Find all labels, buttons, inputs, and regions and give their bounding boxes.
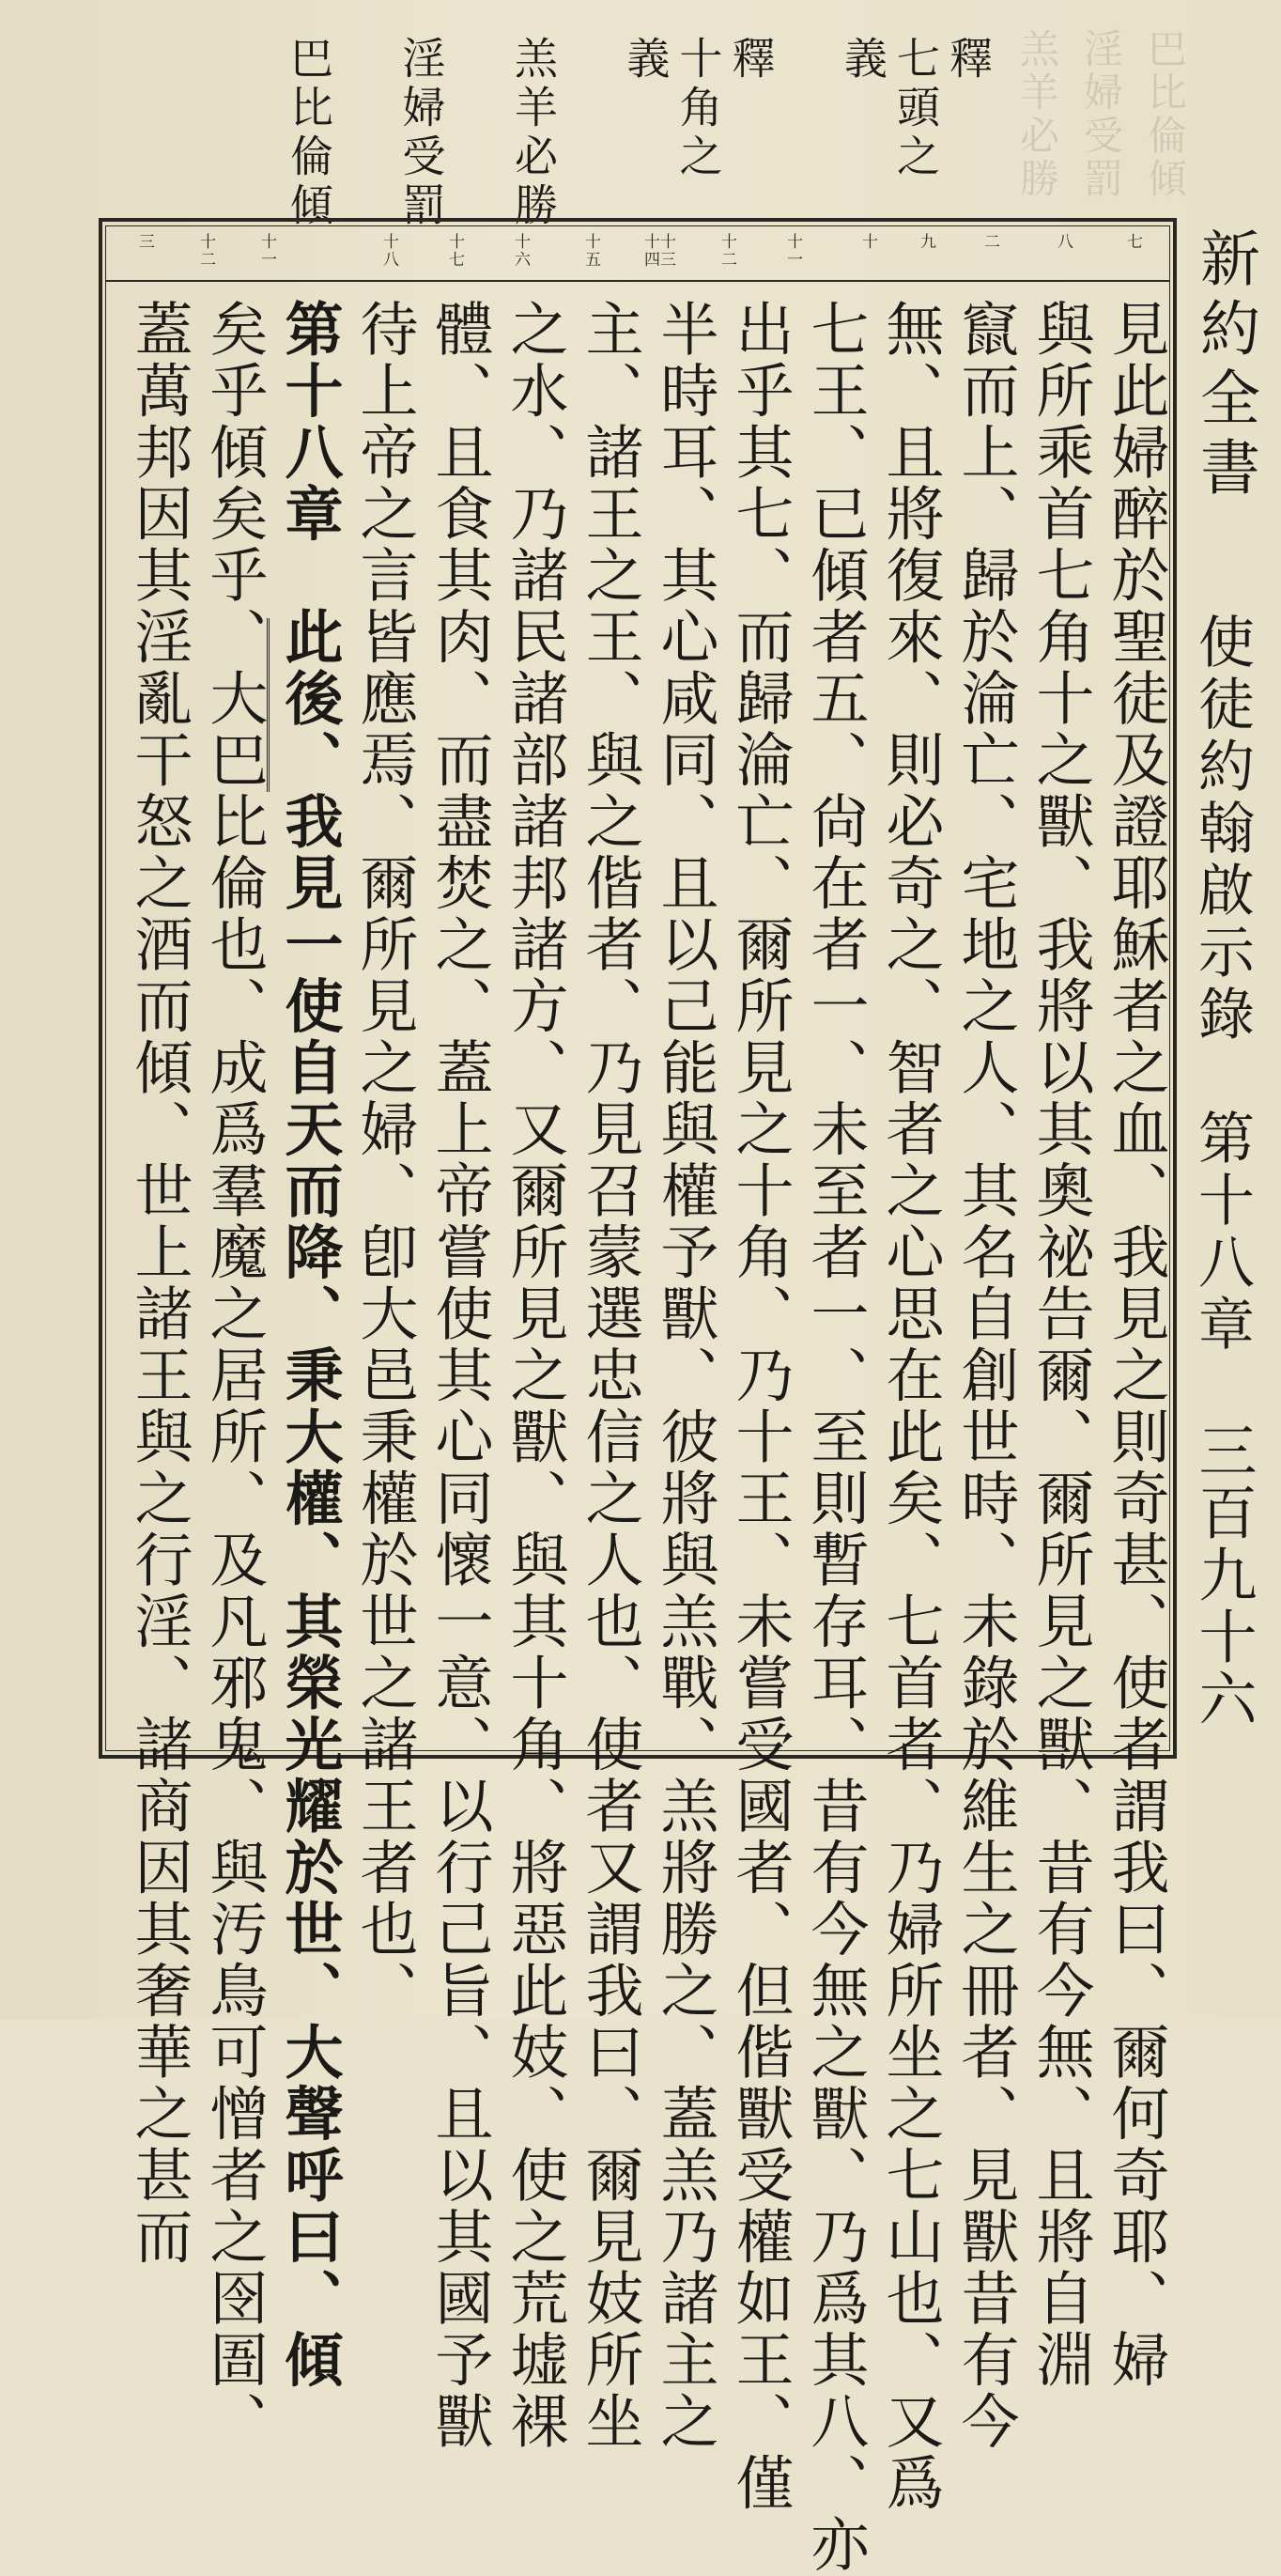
text-column: 與所乘首七角十之獸、我將以其奧祕告爾、爾所見之獸、昔有今無、且將自淵 [1026, 299, 1095, 2391]
verse-number: 十二 [718, 233, 736, 269]
text-column: 七王、已傾者五、尙在者一、未至者一、至則暫存耳、昔有今無之獸、乃爲其八、亦 [801, 299, 870, 2576]
verse-number: 十 [858, 233, 877, 251]
margin-note-line: 十角之 [672, 36, 724, 182]
bleed-through-text: 巴比倫傾 淫婦受罰 羔羊必勝 [1014, 28, 1188, 201]
margin-note-line: 義 [620, 36, 671, 85]
margin-note-seven-heads [838, 36, 994, 224]
margin-note-ten-horns [620, 36, 777, 224]
text-column: 體、且食其肉、而盡焚之、蓋上帝嘗使其心同懷一意、以行己旨、且以其國予獸 [425, 299, 494, 2453]
text-column: 半時耳、其心咸同、且以己能與權予獸、彼將與羔戰、羔將勝之、蓋羔乃諸主之 [651, 299, 719, 2453]
margin-note-babylon-falls: 巴比倫傾 [284, 36, 334, 231]
page-number: 三百九十六 [1189, 1420, 1258, 1730]
verse-number: 八 [1054, 233, 1073, 251]
margin-note-harlot-punished: 淫婦受罰 [395, 36, 447, 231]
text-column: 蓋萬邦因其淫亂干怒之酒而傾、世上諸王與之行淫、諸商因其奢華之甚而 [125, 299, 193, 2268]
text-column: 待上帝之言皆應焉、爾所見之婦、卽大邑秉權於世之諸王者也、 [350, 299, 419, 2022]
verse-number: 十五 [581, 233, 600, 269]
margin-notes [282, 36, 995, 231]
verse-number: 三 [135, 233, 154, 251]
text-column: 出乎其七、而歸淪亡、爾所見之十角、乃十王、未嘗受國者、但偕獸受權如王、僅 [726, 299, 795, 2514]
margin-note-line: 釋 [943, 36, 994, 85]
text-column: 竄而上、歸於淪亡、宅地之人、其名自創世時、未錄於維生之冊者、見獸昔有今 [951, 299, 1020, 2453]
margin-note-line: 釋 [725, 36, 777, 85]
verse-number-strip [105, 225, 1170, 282]
margin-note-line: 義 [838, 36, 888, 85]
book-title: 新約全書 [1190, 227, 1259, 505]
margin-note-lamb-wins: 羔羊必勝 [508, 36, 559, 231]
verse-number: 二 [980, 233, 999, 251]
text-column: 見此婦醉於聖徒及證耶穌者之血、我見之則奇甚、使者謂我曰、爾何奇耶、婦 [1102, 299, 1170, 2391]
margin-note-line: 七頭之 [890, 36, 941, 182]
verse-number: 十四 [640, 233, 659, 269]
verse-number: 十一 [783, 233, 802, 269]
section-title: 使徒約翰啟示錄 第十八章 [1189, 613, 1255, 1357]
verse-number: 十六 [511, 233, 530, 269]
scripture-body [113, 299, 1170, 2576]
text-column: 之水、乃諸民諸部諸邦諸方、又爾所見之獸、與其十角、將惡此妓、使之荒墟裸 [501, 299, 569, 2453]
text-column: 主、諸王之王、與之偕者、乃見召蒙選忠信之人也、使者又謂我曰、爾見妓所坐 [576, 299, 644, 2453]
chapter-heading-column: 第十八章 此後、我見一使自天而降、秉大權、其榮光耀於世、大聲呼曰、傾 [275, 299, 344, 2391]
running-header [1165, 218, 1277, 1759]
verse-number: 十七 [445, 233, 464, 269]
text-column: 無、且將復來、則必奇之、智者之心思在此矣、七首者、乃婦所坐之七山也、又爲 [876, 299, 945, 2514]
verse-number: 十八 [379, 233, 398, 269]
text-column: 矣乎傾矣乎、大巴比倫也、成爲羣魔之居所、及凡邪鬼、與汚鳥可憎者之囹圄、 [200, 299, 269, 2453]
verse-number: 十三 [656, 233, 675, 269]
verse-number: 九 [917, 233, 935, 251]
chapter-divider-rule [267, 618, 283, 792]
verse-number: 十一 [257, 233, 276, 269]
verse-number: 七 [1123, 233, 1142, 251]
verse-number: 十二 [196, 233, 215, 269]
